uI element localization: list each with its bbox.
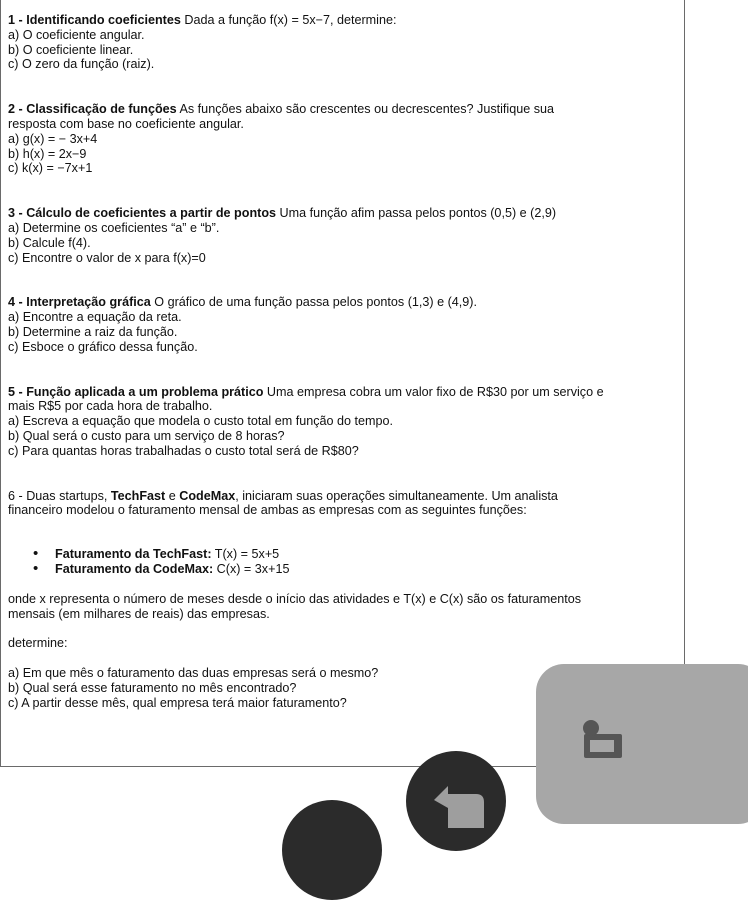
q3-intro: Uma função afim passa pelos pontos (0,5) e (2,9) (276, 206, 557, 221)
q5-title: 5 - Função aplicada a um problema prático (8, 384, 264, 399)
exit-icon[interactable] (580, 718, 628, 762)
q1-item-a: a) O coeficiente angular. (8, 27, 145, 42)
q3-item-a: a) Determine os coeficientes “a” e “b”. (8, 220, 220, 235)
question-1 (8, 13, 684, 72)
q4-item-a: a) Encontre a equação da reta. (8, 310, 182, 325)
list-item (55, 547, 684, 562)
q4-item-c: c) Esboce o gráfico dessa função. (8, 339, 198, 354)
secondary-fab-button[interactable] (282, 800, 382, 900)
q2-item-a: a) g(x) = − 3x+4 (8, 131, 98, 146)
q2-item-c: c) k(x) = −7x+1 (8, 161, 93, 176)
question-4 (8, 295, 684, 354)
q1-intro: Dada a função f(x) = 5x−7, determine: (180, 13, 397, 27)
q6-item-a: a) Em que mês o faturamento das duas empresas será o mesmo? (8, 666, 379, 681)
q3-item-b: b) Calcule f(4). (8, 235, 91, 250)
q6-explanation-line2: mensais (em milhares de reais) das empresas. (8, 606, 270, 621)
exit-overlay-button[interactable] (536, 664, 748, 824)
q5-item-a: a) Escreva a equação que modela o custo total em função do tempo. (8, 414, 394, 429)
bullet1-value: T(x) = 5x+5 (211, 547, 280, 562)
question-3 (8, 206, 684, 265)
bullet2-value: C(x) = 3x+15 (213, 561, 290, 576)
list-item (55, 562, 684, 577)
q1-item-b: b) O coeficiente linear. (8, 42, 134, 57)
q5-item-c: c) Para quantas horas trabalhadas o custo total será de R$80? (8, 443, 359, 458)
q2-item-b: b) h(x) = 2x−9 (8, 146, 87, 161)
q6-and: e (165, 488, 180, 503)
q5-item-b: b) Qual será o custo para um serviço de 8 horas? (8, 428, 285, 443)
q6-intro-start: 6 - Duas startups, (8, 488, 111, 503)
q3-item-c: c) Encontre o valor de x para f(x)=0 (8, 250, 206, 265)
q1-title: 1 - Identificando coeficientes (8, 13, 181, 27)
q4-title: 4 - Interpretação gráfica (8, 295, 151, 310)
q6-explanation-line1: onde x representa o número de meses desde o início das atividades e T(x) e C(x) são os faturamentos (8, 591, 582, 606)
q5-intro: Uma empresa cobra um valor fixo de R$30 por um serviço e (263, 384, 604, 399)
bullet2-label: Faturamento da CodeMax: (55, 561, 214, 576)
q6-function-list (8, 547, 684, 577)
q4-item-b: b) Determine a raiz da função. (8, 324, 178, 339)
q3-title: 3 - Cálculo de coeficientes a partir de pontos (8, 206, 277, 221)
q6-determine: determine: (8, 636, 68, 651)
q6-intro-end: , iniciaram suas operações simultaneamente. Um analista (235, 488, 558, 503)
q6-item-c: c) A partir desse mês, qual empresa terá maior faturamento? (8, 695, 347, 710)
q1-item-c: c) O zero da função (raiz). (8, 57, 155, 72)
question-2 (8, 102, 684, 176)
document-content (8, 13, 684, 711)
q5-intro-line2: mais R$5 por cada hora de trabalho. (8, 399, 213, 414)
q2-intro: As funções abaixo são crescentes ou decrescentes? Justifique sua (176, 102, 555, 117)
back-arrow-icon[interactable] (430, 778, 490, 828)
q4-intro: O gráfico de uma função passa pelos pontos (1,3) e (4,9). (150, 295, 478, 310)
q6-intro-line2: financeiro modelou o faturamento mensal de ambas as empresas com as seguintes funções: (8, 503, 527, 518)
question-5 (8, 385, 684, 459)
bullet1-label: Faturamento da TechFast: (55, 547, 212, 562)
q6-codemax: CodeMax (179, 488, 236, 503)
q2-intro-line2: resposta com base no coeficiente angular. (8, 116, 244, 131)
q6-techfast: TechFast (110, 488, 166, 503)
q6-item-b: b) Qual será esse faturamento no mês encontrado? (8, 680, 297, 695)
q2-title: 2 - Classificação de funções (8, 102, 177, 117)
